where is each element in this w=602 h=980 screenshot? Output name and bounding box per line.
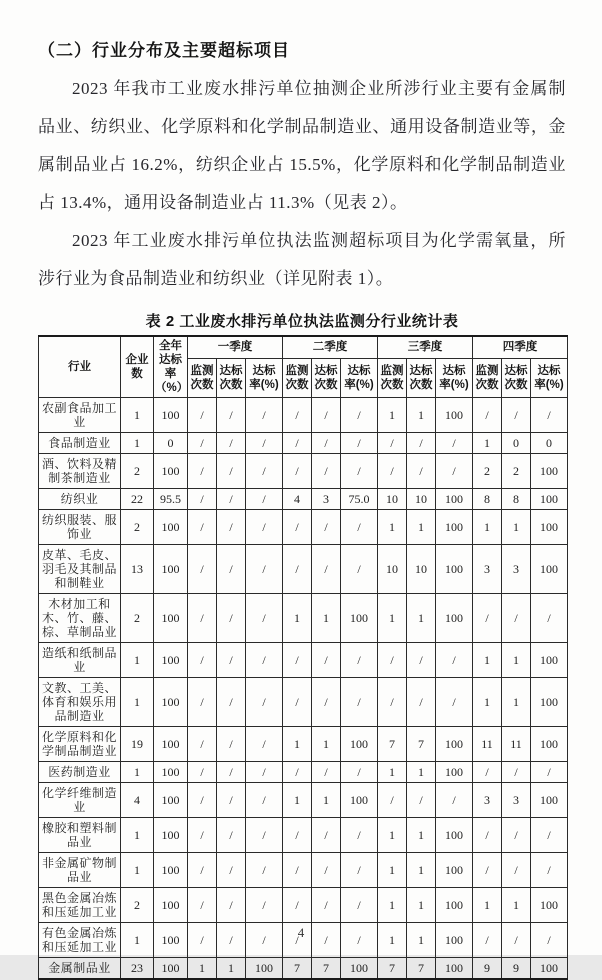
value-cell: / (283, 398, 312, 433)
value-cell: / (473, 398, 502, 433)
value-cell: / (217, 510, 246, 545)
table-title: 表 2 工业废水排污单位执法监测分行业统计表 (145, 313, 459, 330)
value-cell: 100 (436, 489, 473, 510)
value-cell: 100 (154, 958, 188, 980)
value-cell: 100 (531, 888, 568, 923)
value-cell: / (188, 853, 217, 888)
value-cell: / (246, 398, 283, 433)
value-cell: / (341, 454, 378, 489)
value-cell: 100 (436, 545, 473, 594)
value-cell: 1 (473, 678, 502, 727)
value-cell: 2 (121, 888, 154, 923)
value-cell: 0 (502, 433, 531, 454)
value-cell: 7 (407, 727, 436, 762)
value-cell: / (217, 762, 246, 783)
value-cell: / (217, 818, 246, 853)
value-cell: 1 (121, 643, 154, 678)
value-cell: / (217, 923, 246, 958)
col-header-pass-rate: 达标率(%) (531, 358, 568, 398)
value-cell: 1 (378, 818, 407, 853)
value-cell: 7 (312, 958, 341, 980)
value-cell: 1 (407, 594, 436, 643)
table-row (39, 454, 568, 489)
value-cell: / (283, 923, 312, 958)
industry-name-cell: 橡胶和塑料制品业 (39, 818, 121, 853)
value-cell: / (436, 783, 473, 818)
industry-name-cell: 纺织业 (39, 489, 121, 510)
value-cell: / (188, 454, 217, 489)
value-cell: / (283, 433, 312, 454)
value-cell: 100 (436, 818, 473, 853)
value-cell: 100 (436, 923, 473, 958)
industry-name-cell: 金属制品业 (39, 958, 121, 980)
value-cell: 1 (312, 727, 341, 762)
value-cell: / (217, 594, 246, 643)
value-cell: / (436, 433, 473, 454)
value-cell: / (312, 923, 341, 958)
value-cell: / (531, 923, 568, 958)
industry-name-cell: 造纸和纸制品业 (39, 643, 121, 678)
page-number: 4 (297, 925, 305, 940)
value-cell: / (217, 643, 246, 678)
value-cell: / (312, 853, 341, 888)
value-cell: 11 (502, 727, 531, 762)
value-cell: 100 (531, 643, 568, 678)
value-cell: 1 (473, 433, 502, 454)
value-cell: / (341, 678, 378, 727)
value-cell: / (407, 678, 436, 727)
col-header-pass-rate: 达标率(%) (341, 358, 378, 398)
industry-name-cell: 黑色金属冶炼和压延加工业 (39, 888, 121, 923)
value-cell: / (531, 818, 568, 853)
value-cell: / (341, 510, 378, 545)
value-cell: 100 (436, 727, 473, 762)
col-header-industry: 行业 (39, 336, 121, 398)
table-row (39, 643, 568, 678)
value-cell: / (217, 545, 246, 594)
value-cell: / (341, 433, 378, 454)
value-cell: / (312, 643, 341, 678)
value-cell: / (246, 818, 283, 853)
value-cell: 1 (502, 888, 531, 923)
value-cell: / (378, 678, 407, 727)
value-cell: / (188, 678, 217, 727)
value-cell: 100 (341, 783, 378, 818)
value-cell: 1 (378, 888, 407, 923)
value-cell: / (473, 818, 502, 853)
value-cell: 3 (502, 545, 531, 594)
value-cell: / (312, 398, 341, 433)
value-cell: 1 (378, 594, 407, 643)
value-cell: 100 (341, 594, 378, 643)
industry-stats-table (38, 335, 568, 980)
value-cell: / (436, 454, 473, 489)
value-cell: 100 (531, 510, 568, 545)
value-cell: 11 (473, 727, 502, 762)
value-cell: 1 (121, 818, 154, 853)
industry-name-cell: 酒、饮料及精制茶制造业 (39, 454, 121, 489)
value-cell: 1 (283, 727, 312, 762)
value-cell: / (473, 594, 502, 643)
value-cell: / (378, 433, 407, 454)
value-cell: 4 (283, 489, 312, 510)
industry-name-cell: 农副食品加工业 (39, 398, 121, 433)
value-cell: 9 (473, 958, 502, 980)
value-cell: / (217, 398, 246, 433)
value-cell: 1 (407, 853, 436, 888)
value-cell: / (378, 454, 407, 489)
value-cell: 1 (473, 888, 502, 923)
value-cell: 1 (502, 678, 531, 727)
value-cell: 1 (407, 762, 436, 783)
value-cell: 3 (473, 783, 502, 818)
industry-name-cell: 纺织服装、服饰业 (39, 510, 121, 545)
value-cell: 100 (246, 958, 283, 980)
value-cell: / (436, 643, 473, 678)
col-header-quarter-4: 四季度 (473, 336, 568, 358)
value-cell: 2 (121, 594, 154, 643)
value-cell: 100 (531, 678, 568, 727)
value-cell: / (531, 853, 568, 888)
value-cell: 0 (154, 433, 188, 454)
value-cell: / (188, 783, 217, 818)
value-cell: / (283, 853, 312, 888)
industry-name-cell: 木材加工和木、竹、藤、棕、草制品业 (39, 594, 121, 643)
col-header-pass-rate: 达标率(%) (246, 358, 283, 398)
value-cell: 100 (154, 643, 188, 678)
col-header-monitor-count: 监测次数 (283, 358, 312, 398)
value-cell: / (378, 783, 407, 818)
value-cell: / (217, 489, 246, 510)
value-cell: 1 (283, 783, 312, 818)
value-cell: / (246, 853, 283, 888)
table-row (39, 727, 568, 762)
value-cell: 1 (283, 594, 312, 643)
value-cell: / (246, 762, 283, 783)
value-cell: 3 (502, 783, 531, 818)
value-cell: / (502, 398, 531, 433)
value-cell: 100 (154, 398, 188, 433)
value-cell: / (473, 762, 502, 783)
paragraph-exceedance-items: 2023 年工业废水排污单位执法监测超标项目为化学需氧量，所涉行业为食品制造业和纺织业（详见附表 1）。 (38, 231, 566, 288)
value-cell: / (283, 545, 312, 594)
value-cell: 1 (121, 762, 154, 783)
value-cell: / (217, 783, 246, 818)
value-cell: / (341, 818, 378, 853)
value-cell: / (407, 643, 436, 678)
value-cell: / (312, 818, 341, 853)
value-cell: 1 (407, 923, 436, 958)
value-cell: 4 (121, 783, 154, 818)
value-cell: 100 (154, 678, 188, 727)
value-cell: 100 (154, 510, 188, 545)
value-cell: 100 (531, 783, 568, 818)
value-cell: 100 (531, 958, 568, 980)
value-cell: 100 (531, 454, 568, 489)
value-cell: 23 (121, 958, 154, 980)
value-cell: / (217, 853, 246, 888)
table-row (39, 545, 568, 594)
table-row (39, 433, 568, 454)
value-cell: / (246, 678, 283, 727)
value-cell: / (246, 594, 283, 643)
value-cell: 100 (341, 727, 378, 762)
value-cell: / (217, 888, 246, 923)
value-cell: 100 (436, 958, 473, 980)
table-row (39, 853, 568, 888)
col-header-quarter-2: 二季度 (283, 336, 378, 358)
value-cell: 1 (121, 433, 154, 454)
col-header-quarter-1: 一季度 (188, 336, 283, 358)
value-cell: 10 (378, 489, 407, 510)
value-cell: / (188, 762, 217, 783)
value-cell: 100 (436, 853, 473, 888)
value-cell: / (312, 678, 341, 727)
value-cell: / (283, 643, 312, 678)
value-cell: 1 (121, 923, 154, 958)
value-cell: / (502, 853, 531, 888)
value-cell: 100 (154, 923, 188, 958)
value-cell: 100 (531, 727, 568, 762)
col-header-pass-count: 达标次数 (312, 358, 341, 398)
value-cell: 13 (121, 545, 154, 594)
value-cell: 1 (473, 643, 502, 678)
value-cell: / (341, 398, 378, 433)
col-header-quarter-3: 三季度 (378, 336, 473, 358)
value-cell: / (217, 433, 246, 454)
col-header-pass-count: 达标次数 (407, 358, 436, 398)
value-cell: 100 (154, 454, 188, 489)
value-cell: 19 (121, 727, 154, 762)
value-cell: / (246, 489, 283, 510)
col-header-pass-rate: 达标率(%) (436, 358, 473, 398)
value-cell: 1 (407, 888, 436, 923)
value-cell: 7 (283, 958, 312, 980)
value-cell: 2 (121, 510, 154, 545)
value-cell: / (217, 678, 246, 727)
value-cell: / (378, 643, 407, 678)
value-cell: 1 (217, 958, 246, 980)
value-cell: 8 (502, 489, 531, 510)
col-header-enterprise-count: 企业数 (121, 336, 154, 398)
value-cell: / (283, 888, 312, 923)
value-cell: 75.0 (341, 489, 378, 510)
value-cell: / (312, 545, 341, 594)
value-cell: / (188, 510, 217, 545)
value-cell: / (502, 923, 531, 958)
value-cell: 3 (312, 489, 341, 510)
value-cell: / (246, 454, 283, 489)
table-row (39, 510, 568, 545)
value-cell: 95.5 (154, 489, 188, 510)
table-row (39, 678, 568, 727)
value-cell: / (312, 433, 341, 454)
value-cell: 100 (154, 783, 188, 818)
value-cell: 7 (378, 958, 407, 980)
value-cell: 1 (378, 923, 407, 958)
value-cell: / (312, 510, 341, 545)
value-cell: / (188, 398, 217, 433)
value-cell: / (502, 818, 531, 853)
value-cell: / (531, 594, 568, 643)
value-cell: / (188, 727, 217, 762)
value-cell: / (341, 545, 378, 594)
value-cell: 100 (154, 853, 188, 888)
value-cell: / (246, 783, 283, 818)
industry-name-cell: 化学纤维制造业 (39, 783, 121, 818)
value-cell: / (246, 727, 283, 762)
value-cell: 9 (502, 958, 531, 980)
value-cell: 1 (407, 510, 436, 545)
value-cell: 1 (188, 958, 217, 980)
value-cell: / (341, 643, 378, 678)
col-header-monitor-count: 监测次数 (473, 358, 502, 398)
table-header (39, 336, 568, 398)
value-cell: 1 (407, 818, 436, 853)
value-cell: 1 (312, 783, 341, 818)
value-cell: 1 (502, 510, 531, 545)
value-cell: / (246, 888, 283, 923)
col-header-pass-count: 达标次数 (217, 358, 246, 398)
industry-name-cell: 非金属矿物制品业 (39, 853, 121, 888)
value-cell: / (531, 762, 568, 783)
value-cell: 1 (407, 398, 436, 433)
value-cell: / (283, 454, 312, 489)
value-cell: / (246, 545, 283, 594)
value-cell: / (531, 398, 568, 433)
table-row (39, 958, 568, 980)
header-row-quarters (39, 336, 568, 358)
value-cell: / (341, 888, 378, 923)
value-cell: / (283, 762, 312, 783)
value-cell: 100 (154, 594, 188, 643)
value-cell: 100 (436, 398, 473, 433)
value-cell: / (188, 818, 217, 853)
value-cell: 10 (407, 489, 436, 510)
value-cell: / (341, 923, 378, 958)
value-cell: / (188, 489, 217, 510)
col-header-monitor-count: 监测次数 (188, 358, 217, 398)
value-cell: 100 (436, 888, 473, 923)
table-row (39, 489, 568, 510)
industry-name-cell: 医药制造业 (39, 762, 121, 783)
value-cell: 8 (473, 489, 502, 510)
industry-name-cell: 有色金属冶炼和压延加工业 (39, 923, 121, 958)
value-cell: 1 (378, 510, 407, 545)
paragraph-industry-distribution: 2023 年我市工业废水排污单位抽测企业所涉行业主要有金属制品业、纺织业、化学原料和化学制品制造业、通用设备制造业等，金属制品业占 16.2%，纺织企业占 15.5%，化学原料和化学制品制造业占 13.4%，通用设备制造业占 11.3%（见表 2）。 (38, 79, 566, 212)
value-cell: / (246, 510, 283, 545)
value-cell: / (188, 923, 217, 958)
value-cell: 1 (121, 678, 154, 727)
value-cell: / (341, 853, 378, 888)
value-cell: 1 (502, 643, 531, 678)
value-cell: 100 (341, 958, 378, 980)
value-cell: 100 (436, 594, 473, 643)
col-header-annual-rate: 全年达标率（%） (154, 336, 188, 398)
industry-name-cell: 化学原料和化学制品制造业 (39, 727, 121, 762)
industry-name-cell: 文教、工美、体育和娱乐用品制造业 (39, 678, 121, 727)
value-cell: / (473, 923, 502, 958)
value-cell: 3 (473, 545, 502, 594)
value-cell: 1 (121, 853, 154, 888)
col-header-monitor-count: 监测次数 (378, 358, 407, 398)
value-cell: / (312, 888, 341, 923)
value-cell: 100 (154, 762, 188, 783)
value-cell: 100 (154, 818, 188, 853)
value-cell: / (217, 454, 246, 489)
value-cell: / (341, 762, 378, 783)
value-cell: / (188, 545, 217, 594)
value-cell: 10 (378, 545, 407, 594)
value-cell: / (188, 433, 217, 454)
value-cell: / (502, 594, 531, 643)
value-cell: / (246, 643, 283, 678)
value-cell: 100 (154, 545, 188, 594)
value-cell: / (246, 923, 283, 958)
value-cell: 100 (531, 545, 568, 594)
value-cell: 0 (531, 433, 568, 454)
value-cell: / (473, 853, 502, 888)
table-row (39, 783, 568, 818)
value-cell: / (312, 454, 341, 489)
value-cell: / (436, 678, 473, 727)
table-row (39, 594, 568, 643)
value-cell: 2 (121, 454, 154, 489)
value-cell: / (188, 643, 217, 678)
value-cell: / (283, 678, 312, 727)
value-cell: / (283, 818, 312, 853)
table-row (39, 818, 568, 853)
value-cell: 100 (436, 510, 473, 545)
value-cell: 1 (473, 510, 502, 545)
value-cell: 7 (378, 727, 407, 762)
value-cell: / (502, 762, 531, 783)
value-cell: / (188, 594, 217, 643)
table-row (39, 762, 568, 783)
table-row (39, 888, 568, 923)
table-body (39, 398, 568, 980)
value-cell: 1 (378, 762, 407, 783)
value-cell: / (312, 762, 341, 783)
value-cell: 1 (121, 398, 154, 433)
value-cell: / (407, 454, 436, 489)
value-cell: 1 (378, 398, 407, 433)
value-cell: 2 (502, 454, 531, 489)
value-cell: 100 (531, 489, 568, 510)
value-cell: 100 (436, 762, 473, 783)
value-cell: / (246, 433, 283, 454)
section-heading: （二）行业分布及主要超标项目 (38, 41, 290, 60)
value-cell: 22 (121, 489, 154, 510)
value-cell: 100 (154, 727, 188, 762)
value-cell: 1 (378, 853, 407, 888)
value-cell: / (283, 510, 312, 545)
value-cell: / (407, 433, 436, 454)
industry-name-cell: 皮革、毛皮、羽毛及其制品和制鞋业 (39, 545, 121, 594)
value-cell: / (188, 888, 217, 923)
value-cell: 100 (154, 888, 188, 923)
col-header-pass-count: 达标次数 (502, 358, 531, 398)
value-cell: 1 (312, 594, 341, 643)
value-cell: 2 (473, 454, 502, 489)
value-cell: 10 (407, 545, 436, 594)
table-row (39, 398, 568, 433)
industry-name-cell: 食品制造业 (39, 433, 121, 454)
value-cell: / (407, 783, 436, 818)
value-cell: 7 (407, 958, 436, 980)
value-cell: / (217, 727, 246, 762)
